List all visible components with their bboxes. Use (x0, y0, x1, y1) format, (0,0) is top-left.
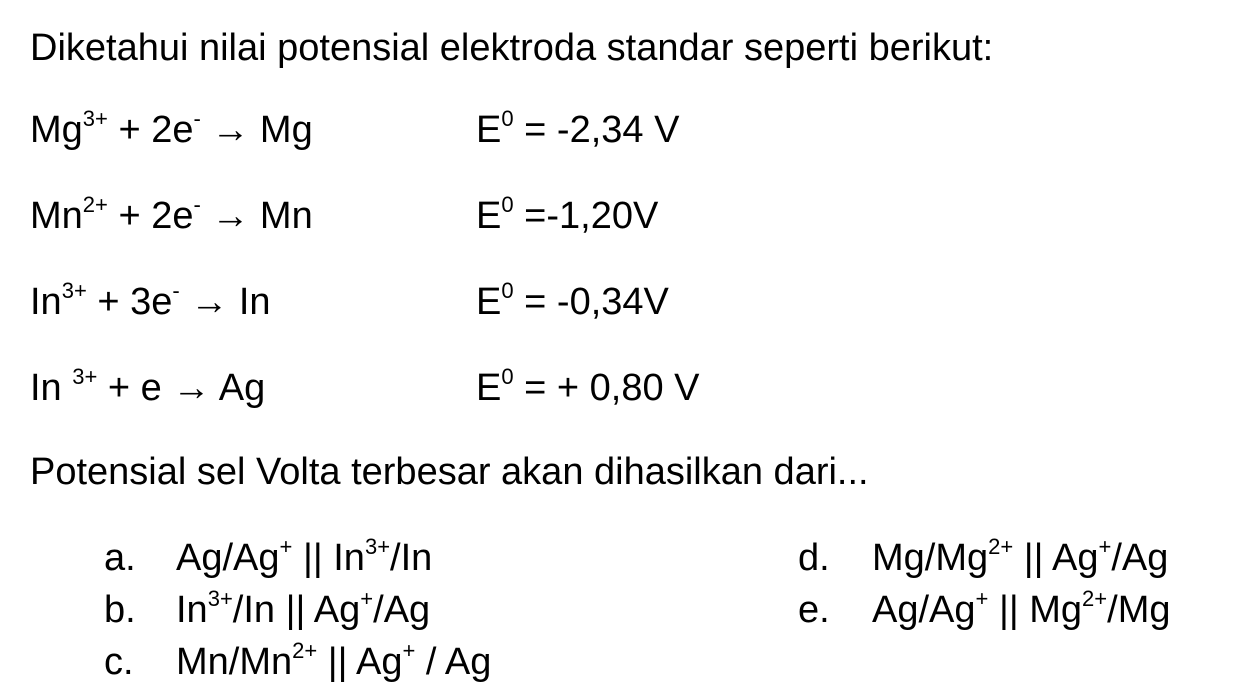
reaction-4-potential: $E^0$ = + 0,80 V (476, 364, 700, 409)
option-e-letter: e. (798, 589, 830, 631)
reaction-2-potential: $E^0 =-1,20V$ (476, 192, 659, 237)
reaction-1-potential: $E^0 = -2,34$ V (476, 106, 680, 151)
reaction-3-potential: $E^0 = -0,34V$ (476, 278, 669, 323)
reaction-3-equation: $In^{3+} + 3e^- \to In$ (30, 278, 271, 323)
option-d-letter: d. (798, 537, 830, 579)
reaction-2-equation: $Mn^{2+} + 2e^- \to Mn$ (30, 192, 313, 237)
question-text: Potensial sel Volta terbesar akan dihasilkan dari... (30, 451, 869, 493)
option-d-answer[interactable]: $Mg/Mg^{2+}$ || Ag+/Ag (872, 534, 1169, 579)
option-c-answer[interactable]: $Mn/Mn^{2+}$ || Ag+ / Ag (176, 638, 492, 683)
option-e-answer[interactable]: Ag/Ag+ || $Mg^{2+}/Mg$ (872, 586, 1171, 631)
option-a-answer[interactable]: Ag/Ag+ || $In^{3+}/In$ (176, 534, 433, 579)
option-b-letter: b. (104, 589, 136, 631)
intro-text: Diketahui nilai potensial elektroda standar seperti berikut: (30, 27, 994, 69)
option-c-letter: c. (104, 641, 134, 683)
option-b-answer[interactable]: $In^{3+}/In$ || Ag+/Ag (176, 586, 431, 631)
option-a-letter: a. (104, 537, 136, 579)
reaction-4-equation: In $^{3+}$ + e → Ag (30, 364, 266, 409)
reaction-1-equation: $Mg^{3+} + 2e^- \to Mg$ (30, 106, 313, 151)
